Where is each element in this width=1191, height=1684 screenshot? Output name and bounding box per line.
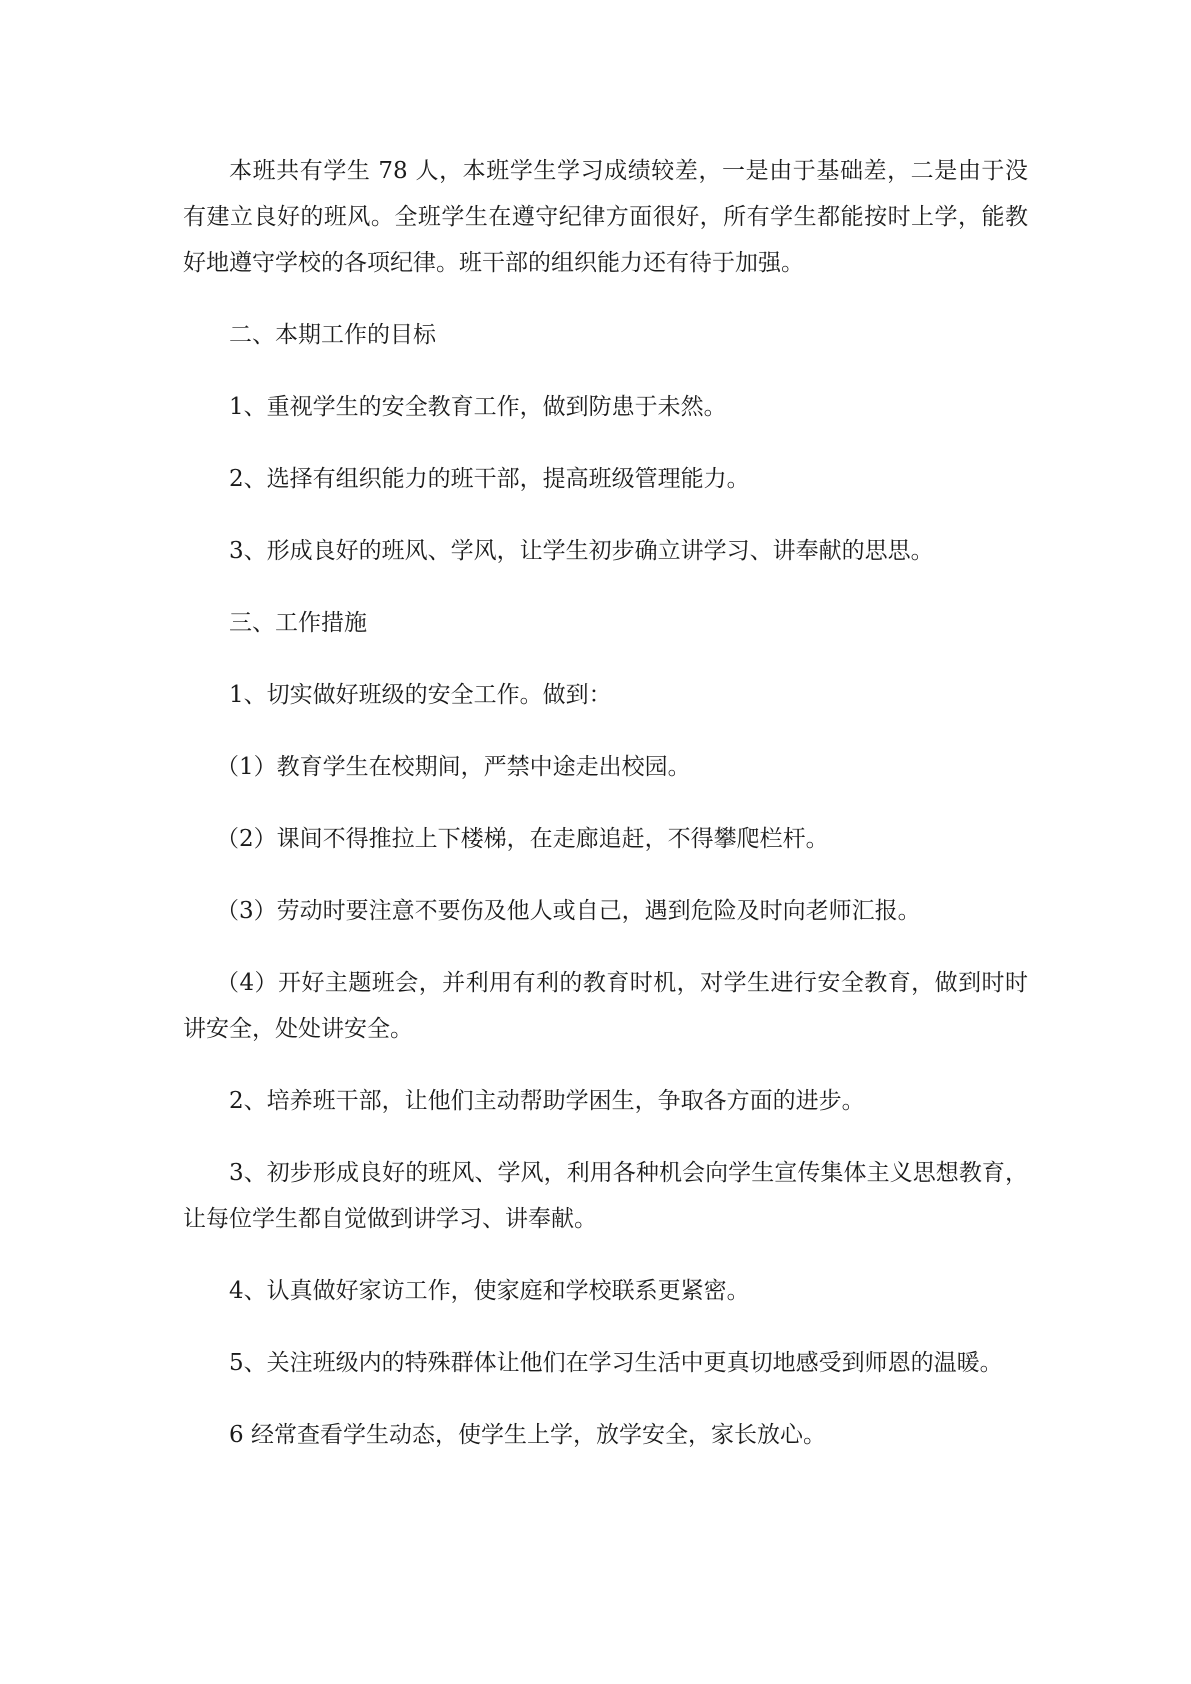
measure-item-5: 5、关注班级内的特殊群体让他们在学习生活中更真切地感受到师恩的温暖。 [229,1350,1003,1376]
measure-item-6: 6 经常查看学生动态，使学生上学，放学安全，家长放心。 [229,1422,826,1448]
measure-subitem-1: （1）教育学生在校期间，严禁中途走出校园。 [216,754,691,780]
measure-item-2: 2、培养班干部，让他们主动帮助学困生，争取各方面的进步。 [229,1088,865,1114]
measure-item-1: 1、切实做好班级的安全工作。做到： [229,682,612,708]
measure-subitem-3: （3）劳动时要注意不要伤及他人或自己，遇到危险及时向老师汇报。 [216,898,921,924]
measure-item-3: 3、初步形成良好的班风、学风，利用各种机会向学生宣传集体主义思想教育，让每位学生都自觉做到讲学习、讲奉献。 [183,1160,1028,1232]
measure-subitem-4: （4）开好主题班会，并利用有利的教育时机，对学生进行安全教育，做到时时讲安全，处处讲安全。 [183,970,1028,1042]
goal-item-3: 3、形成良好的班风、学风，让学生初步确立讲学习、讲奉献的思思。 [229,538,934,564]
section-heading-goals: 二、本期工作的目标 [229,322,436,348]
measure-item-4: 4、认真做好家访工作，使家庭和学校联系更紧密。 [229,1278,750,1304]
goal-item-2: 2、选择有组织能力的班干部，提高班级管理能力。 [229,466,750,492]
measure-subitem-2: （2）课间不得推拉上下楼梯，在走廊追赶，不得攀爬栏杆。 [216,826,829,852]
section-heading-measures: 三、工作措施 [229,610,367,636]
goal-item-1: 1、重视学生的安全教育工作，做到防患于未然。 [229,394,727,420]
intro-paragraph: 本班共有学生 78 人，本班学生学习成绩较差，一是由于基础差，二是由于没有建立良好的班风。全班学生在遵守纪律方面很好，所有学生都能按时上学，能教好地遵守学校的各项纪律。班干部的组织能力还有待于加强。 [183,158,1028,276]
document-page [183,148,1028,1484]
